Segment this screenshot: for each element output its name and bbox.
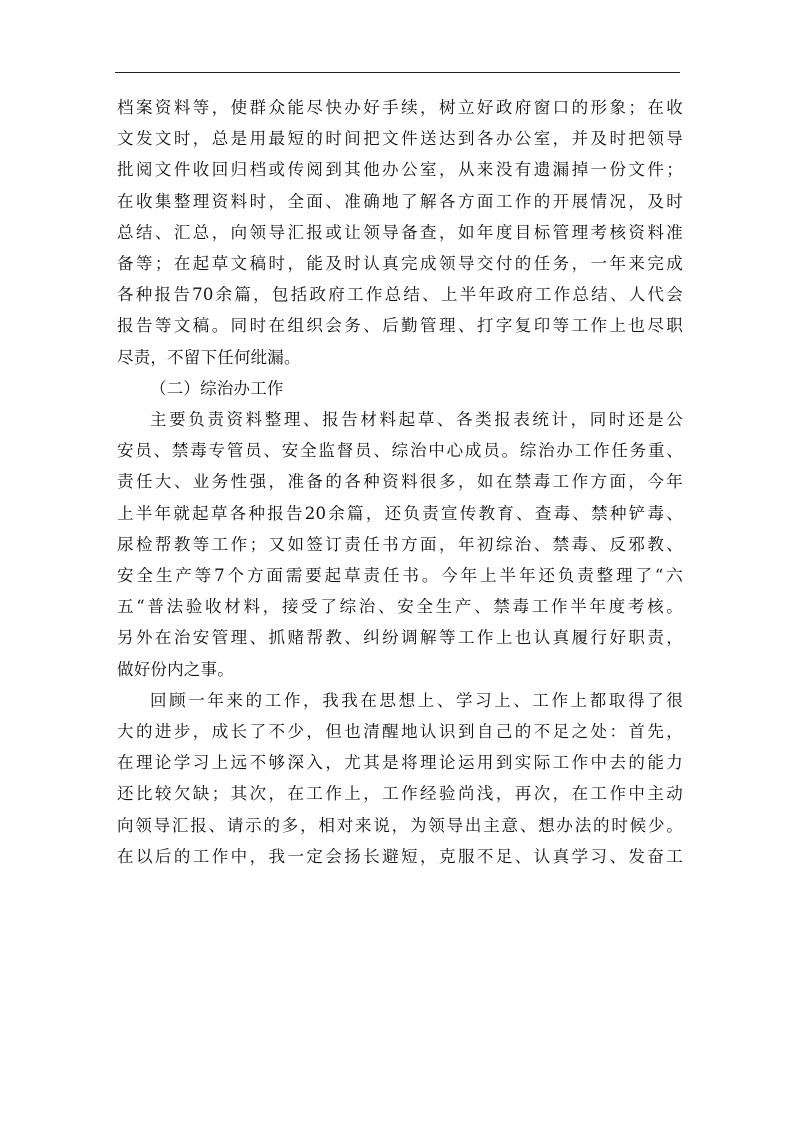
text-line: 备等；在起草文稿时，能及时认真完成领导交付的任务，一年来完成 bbox=[117, 254, 683, 274]
text-line: 尽责，不留下任何纰漏。 bbox=[117, 347, 301, 367]
text-line: 档案资料等，使群众能尽快办好手续，树立好政府窗口的形象；在收 bbox=[117, 98, 683, 117]
text-line: 总结、汇总，向领导汇报或让领导备查，如年度目标管理考核资料准 bbox=[117, 222, 683, 242]
text-line: 在收集整理资料时，全面、准确地了解各方面工作的开展情况，及时 bbox=[117, 191, 683, 211]
text-line: 做好份内之事。 bbox=[117, 659, 234, 679]
text-line: 安全生产等7个方面需要起草责任书。今年上半年还负责整理了“六 bbox=[117, 566, 683, 586]
paragraph-1 bbox=[117, 92, 683, 373]
text-line: 在理论学习上远不够深入，尤其是将理论运用到实际工作中去的能力 bbox=[117, 753, 683, 773]
header-rule bbox=[115, 72, 680, 73]
document-body bbox=[117, 92, 683, 872]
paragraph-3 bbox=[117, 685, 683, 872]
section-heading: （二）综治办工作 bbox=[150, 378, 284, 398]
text-line: 报告等文稿。同时在组织会务、后勤管理、打字复印等工作上也尽职 bbox=[117, 316, 683, 336]
text-line: 尿检帮教等工作；又如签订责任书方面，年初综治、禁毒、反邪教、 bbox=[117, 534, 683, 554]
text-line: 批阅文件收回归档或传阅到其他办公室，从来没有遗漏掉一份文件； bbox=[117, 160, 683, 180]
paragraph-2 bbox=[117, 404, 683, 685]
text-line: 五“普法验收材料，接受了综治、安全生产、禁毒工作半年度考核。 bbox=[117, 597, 683, 617]
text-line: 上半年就起草各种报告20余篇，还负责宣传教育、查毒、禁种铲毒、 bbox=[117, 503, 683, 523]
text-line: 回顾一年来的工作，我我在思想上、学习上、工作上都取得了很 bbox=[150, 690, 683, 710]
text-line: 各种报告70余篇，包括政府工作总结、上半年政府工作总结、人代会 bbox=[117, 285, 683, 305]
text-line: 另外在治安管理、抓赌帮教、纠纷调解等工作上也认真履行好职责， bbox=[117, 628, 683, 648]
text-line: 责任大、业务性强，准备的各种资料很多，如在禁毒工作方面，今年 bbox=[117, 472, 683, 492]
text-line: 主要负责资料整理、报告材料起草、各类报表统计，同时还是公 bbox=[150, 410, 683, 430]
text-line: 文发文时，总是用最短的时间把文件送达到各办公室，并及时把领导 bbox=[117, 129, 683, 149]
text-line: 还比较欠缺；其次，在工作上，工作经验尚浅，再次，在工作中主动 bbox=[117, 784, 683, 804]
text-line: 大的进步，成长了不少，但也清醒地认识到自己的不足之处：首先， bbox=[117, 722, 683, 742]
text-line: 安员、禁毒专管员、安全监督员、综治中心成员。综治办工作任务重、 bbox=[117, 441, 683, 461]
text-line: 向领导汇报、请示的多，相对来说，为领导出主意、想办法的时候少。 bbox=[117, 815, 683, 835]
text-line: 在以后的工作中，我一定会扬长避短，克服不足、认真学习、发奋工 bbox=[117, 846, 683, 866]
